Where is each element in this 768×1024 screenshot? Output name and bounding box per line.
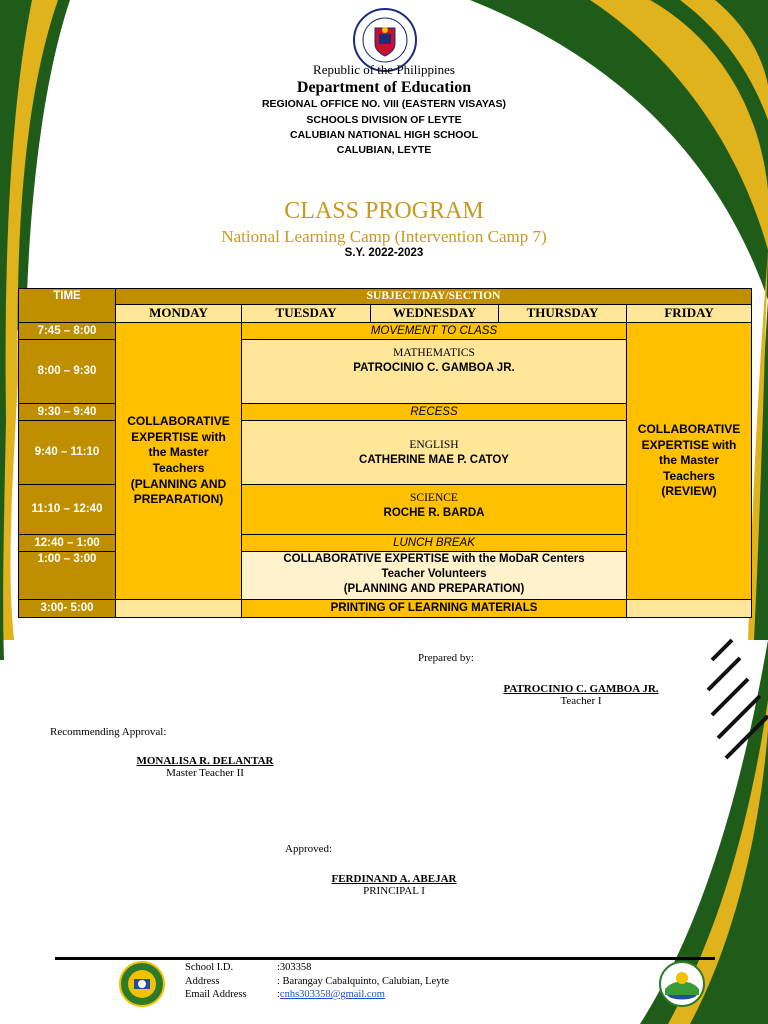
friday-block: COLLABORATIVE EXPERTISE with the Master Teachers (REVIEW) xyxy=(627,323,752,600)
recommending-signature xyxy=(100,755,310,779)
lunch-break: LUNCH BREAK xyxy=(242,535,627,552)
school-id-label: School I.D. xyxy=(185,962,234,973)
approved-signature xyxy=(290,873,498,897)
friday-printing-empty xyxy=(627,600,752,618)
header-region: REGIONAL OFFICE NO. VIII (EASTERN VISAYAS) xyxy=(261,98,507,110)
science-class: SCIENCE ROCHE R. BARDA xyxy=(242,485,627,535)
approved-label: Approved: xyxy=(285,843,333,855)
page-title: CLASS PROGRAM xyxy=(284,198,484,224)
recommending-title: Master Teacher II xyxy=(166,767,244,779)
header-location: CALUBIAN, LEYTE xyxy=(336,144,432,156)
time-slot: 1:00 – 3:00 xyxy=(19,552,116,600)
division-logo xyxy=(659,961,705,1007)
day-friday: FRIDAY xyxy=(627,305,752,323)
time-header: TIME xyxy=(19,289,116,323)
email-link[interactable]: cnhs303358@gmail.com xyxy=(279,989,385,1000)
header-division: SCHOOLS DIVISION OF LEYTE xyxy=(306,114,462,126)
page-subtitle: National Learning Camp (Intervention Camp 7) xyxy=(221,227,547,246)
school-year: S.Y. 2022-2023 xyxy=(344,247,424,259)
email-label: Email Address xyxy=(185,989,247,1000)
day-thursday: THURSDAY xyxy=(499,305,627,323)
english-class: ENGLISH CATHERINE MAE P. CATOY xyxy=(242,421,627,485)
school-logo xyxy=(119,961,165,1007)
recommending-label: Recommending Approval: xyxy=(50,726,167,738)
time-slot: 12:40 – 1:00 xyxy=(19,535,116,552)
approved-title: PRINCIPAL I xyxy=(363,885,425,897)
header-department: Department of Education xyxy=(296,79,472,96)
time-slot: 3:00- 5:00 xyxy=(19,600,116,618)
recommending-name: MONALISA R. DELANTAR xyxy=(136,755,274,767)
recess: RECESS xyxy=(242,404,627,421)
prepared-by-label: Prepared by: xyxy=(418,652,474,664)
time-slot: 8:00 – 9:30 xyxy=(19,340,116,404)
approved-name: FERDINAND A. ABEJAR xyxy=(331,873,457,885)
printing-learning-materials: PRINTING OF LEARNING MATERIALS xyxy=(242,600,627,618)
subject-header: SUBJECT/DAY/SECTION xyxy=(116,289,752,305)
monday-printing-empty xyxy=(116,600,242,618)
address-label: Address xyxy=(185,975,220,987)
class-schedule-table xyxy=(18,288,752,618)
footer-info xyxy=(185,961,449,1002)
footer-divider xyxy=(55,957,715,960)
time-slot: 9:40 – 11:10 xyxy=(19,421,116,485)
time-slot: 11:10 – 12:40 xyxy=(19,485,116,535)
school-id-value: :303358 xyxy=(277,962,312,973)
math-class: MATHEMATICS PATROCINIO C. GAMBOA JR. xyxy=(242,340,627,404)
header-school: CALUBIAN NATIONAL HIGH SCHOOL xyxy=(289,129,479,141)
address-value: : Barangay Cabalquinto, Calubian, Leyte xyxy=(277,975,450,987)
movement-to-class: MOVEMENT TO CLASS xyxy=(242,323,627,340)
header-republic: Republic of the Philippines xyxy=(313,62,455,77)
prepared-name: PATROCINIO C. GAMBOA JR. xyxy=(503,683,659,695)
afternoon-collaborative: COLLABORATIVE EXPERTISE with the MoDaR Centers Teacher Volunteers (PLANNING AND PREPARATION) xyxy=(242,552,627,600)
day-wednesday: WEDNESDAY xyxy=(371,305,499,323)
time-slot: 9:30 – 9:40 xyxy=(19,404,116,421)
time-slot: 7:45 – 8:00 xyxy=(19,323,116,340)
prepared-title: Teacher I xyxy=(560,695,602,707)
day-tuesday: TUESDAY xyxy=(242,305,371,323)
day-monday: MONDAY xyxy=(116,305,242,323)
email-prefix: : xyxy=(277,989,280,1000)
prepared-by-signature xyxy=(470,683,692,707)
monday-block: COLLABORATIVE EXPERTISE with the Master Teachers (PLANNING AND PREPARATION) xyxy=(116,323,242,600)
